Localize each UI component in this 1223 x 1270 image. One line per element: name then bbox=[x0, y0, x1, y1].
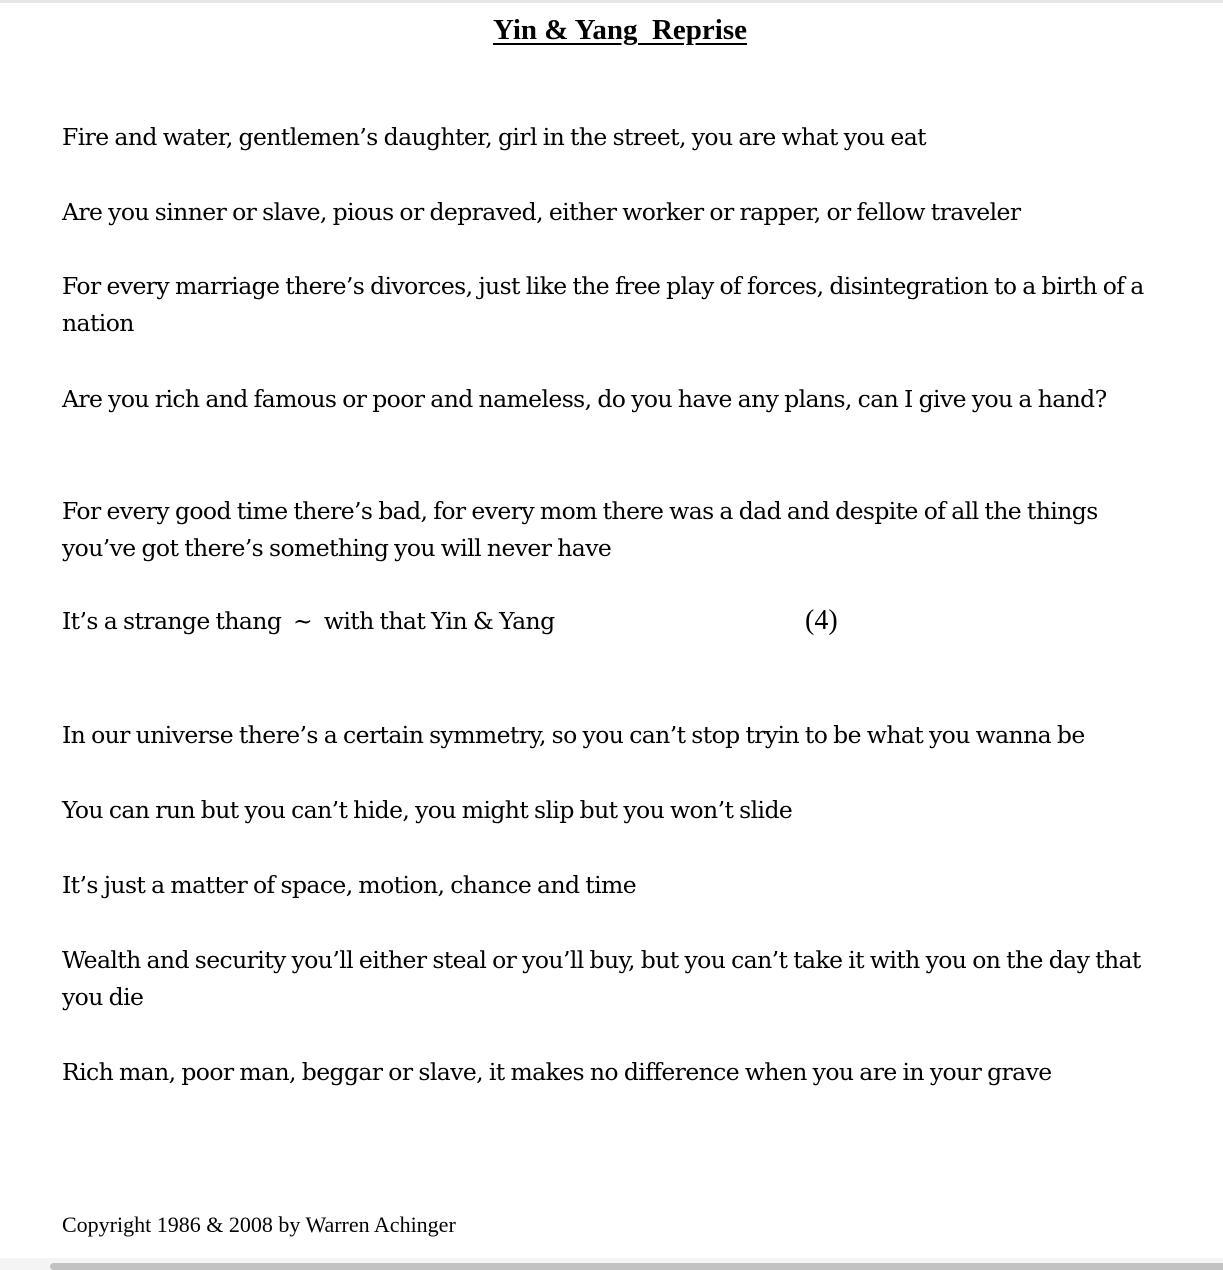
verse-line-9: Wealth and security you’ll either steal or you’ll buy, but you can’t take it with you on the day that you die bbox=[62, 946, 1141, 1011]
chorus-line bbox=[62, 603, 1172, 643]
verse-line-5: For every good time there’s bad, for every mom there was a dad and despite of all the things you’ve got there’s something you will never have bbox=[62, 497, 1098, 562]
verse-line-1: Fire and water, gentlemen’s daughter, girl in the street, you are what you eat bbox=[62, 123, 926, 151]
copyright-notice: Copyright 1986 & 2008 by Warren Achinger bbox=[62, 1212, 456, 1237]
horizontal-scrollbar-thumb[interactable] bbox=[50, 1263, 1223, 1270]
verse-line-10: Rich man, poor man, beggar or slave, it makes no difference when you are in your grave bbox=[62, 1058, 1052, 1086]
verse-line-6: In our universe there’s a certain symmetry, so you can’t stop tryin to be what you wanna be bbox=[62, 721, 1085, 749]
chorus-text: It’s a strange thang ~ with that Yin & Yang bbox=[62, 607, 555, 635]
verse-line-4: Are you rich and famous or poor and nameless, do you have any plans, can I give you a hand? bbox=[62, 385, 1107, 413]
verse-line-7: You can run but you can’t hide, you might slip but you won’t slide bbox=[62, 796, 793, 824]
chorus-repeat-count: (4) bbox=[805, 605, 838, 636]
verse-line-2: Are you sinner or slave, pious or depraved, either worker or rapper, or fellow traveler bbox=[62, 198, 1021, 226]
verse-line-8: It’s just a matter of space, motion, chance and time bbox=[62, 871, 637, 899]
verse-line-3: For every marriage there’s divorces, just like the free play of forces, disintegration to a birth of a nation bbox=[62, 272, 1144, 337]
top-border bbox=[0, 0, 1223, 3]
document-title: Yin & Yang Reprise bbox=[492, 14, 748, 46]
